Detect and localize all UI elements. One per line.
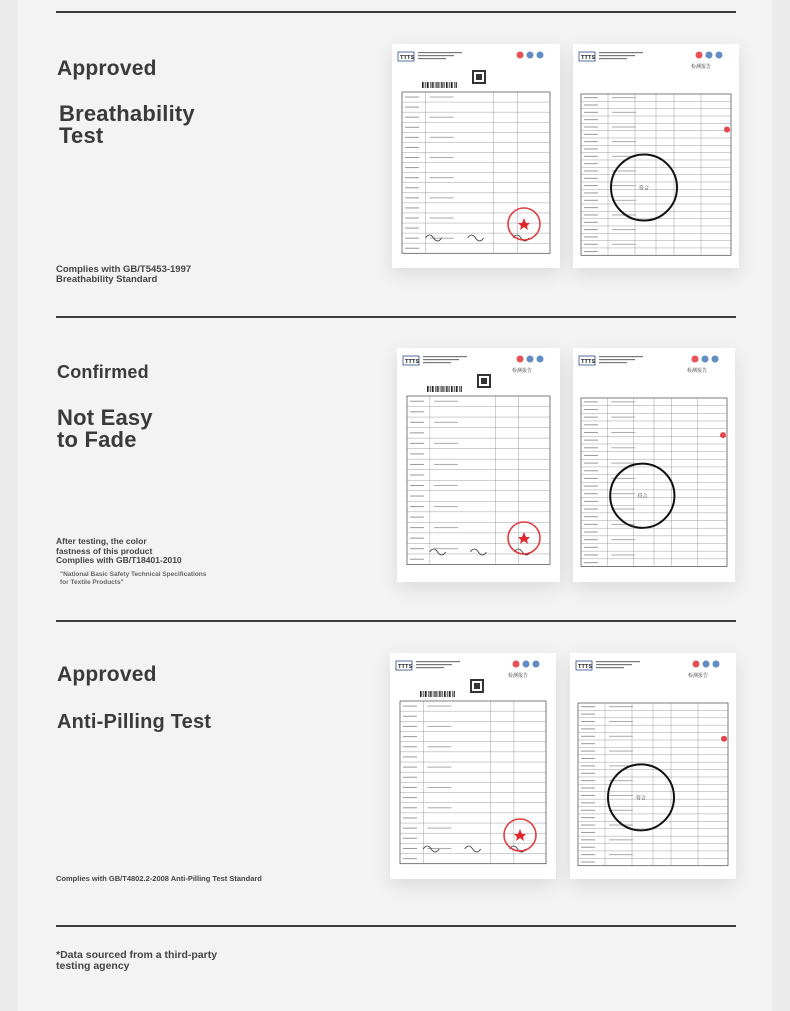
svg-text:TTTS: TTTS xyxy=(405,359,420,365)
qr-code-icon xyxy=(472,70,486,84)
report-table xyxy=(400,701,546,864)
divider xyxy=(56,316,736,318)
section-2-title: Not Easy to Fade xyxy=(57,405,153,452)
certification-marks-icon xyxy=(517,52,544,59)
svg-text:符合: 符合 xyxy=(639,185,650,192)
conclusion-highlight xyxy=(610,464,674,528)
agency-logo-icon xyxy=(579,356,595,365)
certification-marks-icon xyxy=(696,52,723,59)
conclusion-highlight xyxy=(611,155,677,221)
agency-logo-icon xyxy=(396,661,412,670)
certification-marks-icon xyxy=(692,356,719,363)
svg-text:符合: 符合 xyxy=(637,493,648,500)
qr-code-icon xyxy=(477,374,491,388)
svg-text:TTTS: TTTS xyxy=(581,55,596,61)
official-seal-icon xyxy=(504,819,536,851)
report-title: 检测报告 xyxy=(688,673,709,679)
footer-source-note: *Data sourced from a third-party testing agency xyxy=(56,949,218,972)
conclusion-highlight xyxy=(608,764,674,830)
barcode-icon xyxy=(427,386,462,392)
section-2-note: After testing, the color fastness of this product Complies with GB/T18401-2010 xyxy=(56,536,182,565)
report-table xyxy=(578,703,728,866)
qr-code-icon xyxy=(470,679,484,693)
test-report-page-1 xyxy=(397,348,560,582)
divider xyxy=(56,620,736,622)
report-table xyxy=(402,92,550,253)
test-report-page-2 xyxy=(570,653,736,879)
report-title: 检测报告 xyxy=(691,64,712,70)
agency-logo-icon xyxy=(579,52,595,61)
test-report-page-2 xyxy=(573,44,739,268)
barcode-icon xyxy=(422,82,457,88)
agency-logo-icon xyxy=(403,356,419,365)
report-title: 检测报告 xyxy=(508,673,529,679)
section-3-title: Anti-Pilling Test xyxy=(57,711,212,733)
svg-text:TTTS: TTTS xyxy=(398,664,413,670)
test-report-page-1 xyxy=(392,44,560,268)
svg-text:TTTS: TTTS xyxy=(578,664,593,670)
report-table xyxy=(581,94,731,255)
section-3-note: Complies with GB/T4802.2-2008 Anti-Pilling Test Standard xyxy=(56,874,262,883)
section-3-heading: Approved xyxy=(57,663,157,686)
section-2-heading: Confirmed xyxy=(57,362,149,382)
official-seal-icon xyxy=(508,522,540,554)
svg-text:符合: 符合 xyxy=(636,795,647,802)
report-title: 检测报告 xyxy=(512,368,533,374)
divider xyxy=(56,11,736,13)
test-report-page-2 xyxy=(573,348,735,582)
svg-text:TTTS: TTTS xyxy=(581,359,596,365)
section-1-title: Breathability Test xyxy=(59,101,195,148)
report-table xyxy=(581,398,727,566)
test-report-page-1 xyxy=(390,653,556,879)
barcode-icon xyxy=(420,691,455,697)
certification-marks-icon xyxy=(513,661,540,668)
certification-marks-icon xyxy=(517,356,544,363)
svg-text:TTTS: TTTS xyxy=(400,55,415,61)
agency-logo-icon xyxy=(398,52,414,61)
divider xyxy=(56,925,736,927)
agency-logo-icon xyxy=(576,661,592,670)
certification-marks-icon xyxy=(693,661,720,668)
section-1-note: Complies with GB/T5453-1997 Breathability Standard xyxy=(56,264,192,285)
report-title: 检测报告 xyxy=(687,368,708,374)
section-2-standard-name: "National Basic Safety Technical Specifications for Textile Products" xyxy=(60,571,207,586)
section-1-heading: Approved xyxy=(57,57,157,80)
report-table xyxy=(407,396,550,564)
